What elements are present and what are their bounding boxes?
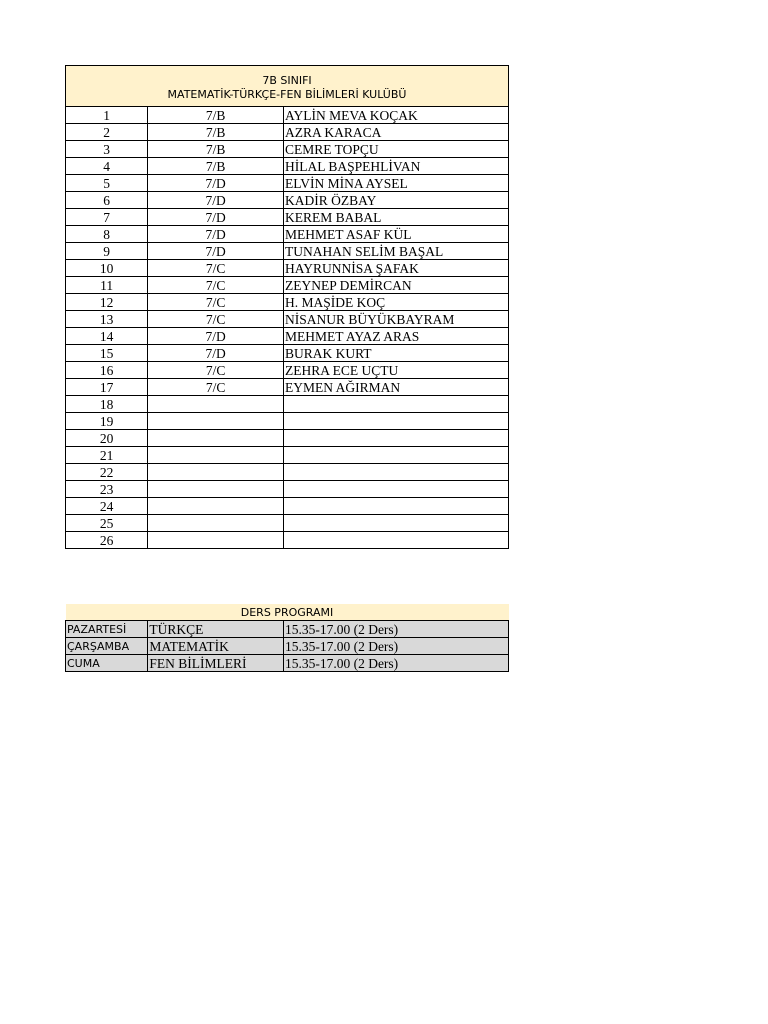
row-class-cell[interactable]: 7/B — [148, 158, 284, 175]
table-row — [66, 243, 509, 260]
row-number-cell[interactable]: 4 — [66, 158, 148, 175]
table-row — [66, 124, 509, 141]
row-name-cell[interactable] — [283, 532, 508, 549]
row-class-cell[interactable] — [148, 515, 284, 532]
table-row — [66, 328, 509, 345]
row-name-cell[interactable]: AZRA KARACA — [283, 124, 508, 141]
row-name-cell[interactable] — [283, 464, 508, 481]
row-number-cell[interactable]: 17 — [66, 379, 148, 396]
roster-club-title: MATEMATİK-TÜRKÇE-FEN BİLİMLERİ KULÜBÜ — [167, 88, 407, 101]
table-row — [66, 362, 509, 379]
row-number-cell[interactable]: 7 — [66, 209, 148, 226]
table-row — [66, 396, 509, 413]
row-number-cell[interactable]: 20 — [66, 430, 148, 447]
table-row — [66, 311, 509, 328]
schedule-body — [66, 604, 509, 672]
row-class-cell[interactable]: 7/D — [148, 328, 284, 345]
row-class-cell[interactable]: 7/D — [148, 192, 284, 209]
table-row — [66, 498, 509, 515]
club-roster-table — [65, 65, 509, 549]
row-name-cell[interactable]: KEREM BABAL — [283, 209, 508, 226]
row-class-cell[interactable]: 7/C — [148, 362, 284, 379]
row-name-cell[interactable]: MEHMET AYAZ ARAS — [283, 328, 508, 345]
row-name-cell[interactable]: CEMRE TOPÇU — [283, 141, 508, 158]
row-class-cell[interactable] — [148, 481, 284, 498]
row-number-cell[interactable]: 3 — [66, 141, 148, 158]
row-name-cell[interactable] — [283, 481, 508, 498]
row-name-cell[interactable]: ZEYNEP DEMİRCAN — [283, 277, 508, 294]
schedule-day-cell[interactable]: ÇARŞAMBA — [66, 638, 148, 655]
table-row — [66, 481, 509, 498]
row-name-cell[interactable]: EYMEN AĞIRMAN — [283, 379, 508, 396]
row-class-cell[interactable]: 7/C — [148, 260, 284, 277]
row-name-cell[interactable]: ELVİN MİNA AYSEL — [283, 175, 508, 192]
table-row — [66, 532, 509, 549]
table-row — [66, 192, 509, 209]
row-class-cell[interactable] — [148, 430, 284, 447]
row-class-cell[interactable] — [148, 464, 284, 481]
schedule-subject-cell[interactable]: TÜRKÇE — [148, 621, 284, 638]
schedule-row — [66, 638, 509, 655]
roster-class-title: 7B SINIFI — [262, 74, 312, 87]
row-number-cell[interactable]: 1 — [66, 107, 148, 124]
row-name-cell[interactable]: BURAK KURT — [283, 345, 508, 362]
schedule-day-cell[interactable]: CUMA — [66, 655, 148, 672]
schedule-subject-cell[interactable]: FEN BİLİMLERİ — [148, 655, 284, 672]
row-number-cell[interactable]: 18 — [66, 396, 148, 413]
row-class-cell[interactable] — [148, 396, 284, 413]
row-class-cell[interactable]: 7/B — [148, 141, 284, 158]
table-row — [66, 413, 509, 430]
table-row — [66, 464, 509, 481]
table-row — [66, 209, 509, 226]
row-class-cell[interactable] — [148, 413, 284, 430]
row-name-cell[interactable]: KADİR ÖZBAY — [283, 192, 508, 209]
row-class-cell[interactable]: 7/C — [148, 294, 284, 311]
row-name-cell[interactable]: NİSANUR BÜYÜKBAYRAM — [283, 311, 508, 328]
row-number-cell[interactable]: 12 — [66, 294, 148, 311]
row-number-cell[interactable]: 11 — [66, 277, 148, 294]
row-number-cell[interactable]: 2 — [66, 124, 148, 141]
row-name-cell[interactable] — [283, 413, 508, 430]
row-name-cell[interactable]: MEHMET ASAF KÜL — [283, 226, 508, 243]
roster-body — [66, 66, 509, 549]
lesson-schedule-table — [65, 604, 509, 672]
table-row — [66, 294, 509, 311]
row-number-cell[interactable]: 9 — [66, 243, 148, 260]
row-class-cell[interactable]: 7/B — [148, 107, 284, 124]
table-row — [66, 175, 509, 192]
row-class-cell[interactable]: 7/D — [148, 175, 284, 192]
row-number-cell[interactable]: 13 — [66, 311, 148, 328]
row-name-cell[interactable]: H. MAŞİDE KOÇ — [283, 294, 508, 311]
table-row — [66, 226, 509, 243]
schedule-day-cell[interactable]: PAZARTESİ — [66, 621, 148, 638]
row-name-cell[interactable]: TUNAHAN SELİM BAŞAL — [283, 243, 508, 260]
row-number-cell[interactable]: 5 — [66, 175, 148, 192]
schedule-title[interactable]: DERS PROGRAMI — [66, 604, 509, 621]
row-name-cell[interactable] — [283, 430, 508, 447]
schedule-header-row — [66, 604, 509, 621]
row-name-cell[interactable]: ZEHRA ECE UÇTU — [283, 362, 508, 379]
table-row — [66, 107, 509, 124]
roster-header-cell[interactable] — [66, 66, 509, 107]
table-row — [66, 277, 509, 294]
row-name-cell[interactable] — [283, 498, 508, 515]
table-row — [66, 430, 509, 447]
table-row — [66, 515, 509, 532]
row-class-cell[interactable]: 7/C — [148, 277, 284, 294]
row-number-cell[interactable]: 22 — [66, 464, 148, 481]
row-number-cell[interactable]: 14 — [66, 328, 148, 345]
row-class-cell[interactable] — [148, 498, 284, 515]
table-row — [66, 141, 509, 158]
schedule-time-cell[interactable]: 15.35-17.00 (2 Ders) — [283, 638, 508, 655]
row-class-cell[interactable] — [148, 447, 284, 464]
table-row — [66, 447, 509, 464]
row-number-cell[interactable]: 15 — [66, 345, 148, 362]
table-row — [66, 345, 509, 362]
table-row — [66, 379, 509, 396]
schedule-row — [66, 621, 509, 638]
row-number-cell[interactable]: 19 — [66, 413, 148, 430]
row-number-cell[interactable]: 10 — [66, 260, 148, 277]
row-class-cell[interactable]: 7/D — [148, 226, 284, 243]
row-number-cell[interactable]: 25 — [66, 515, 148, 532]
row-name-cell[interactable]: HİLAL BAŞPEHLİVAN — [283, 158, 508, 175]
row-name-cell[interactable]: AYLİN MEVA KOÇAK — [283, 107, 508, 124]
row-class-cell[interactable] — [148, 532, 284, 549]
schedule-time-cell[interactable]: 15.35-17.00 (2 Ders) — [283, 655, 508, 672]
row-name-cell[interactable] — [283, 515, 508, 532]
row-class-cell[interactable]: 7/D — [148, 243, 284, 260]
roster-header-row — [66, 66, 509, 107]
row-number-cell[interactable]: 8 — [66, 226, 148, 243]
table-row — [66, 260, 509, 277]
row-number-cell[interactable]: 16 — [66, 362, 148, 379]
row-class-cell[interactable]: 7/B — [148, 124, 284, 141]
row-name-cell[interactable] — [283, 396, 508, 413]
row-class-cell[interactable]: 7/D — [148, 345, 284, 362]
row-number-cell[interactable]: 21 — [66, 447, 148, 464]
row-class-cell[interactable]: 7/D — [148, 209, 284, 226]
row-class-cell[interactable]: 7/C — [148, 311, 284, 328]
row-name-cell[interactable] — [283, 447, 508, 464]
table-row — [66, 158, 509, 175]
row-number-cell[interactable]: 26 — [66, 532, 148, 549]
row-number-cell[interactable]: 6 — [66, 192, 148, 209]
row-class-cell[interactable]: 7/C — [148, 379, 284, 396]
row-name-cell[interactable]: HAYRUNNİSA ŞAFAK — [283, 260, 508, 277]
row-number-cell[interactable]: 23 — [66, 481, 148, 498]
row-number-cell[interactable]: 24 — [66, 498, 148, 515]
schedule-row — [66, 655, 509, 672]
schedule-subject-cell[interactable]: MATEMATİK — [148, 638, 284, 655]
schedule-time-cell[interactable]: 15.35-17.00 (2 Ders) — [283, 621, 508, 638]
